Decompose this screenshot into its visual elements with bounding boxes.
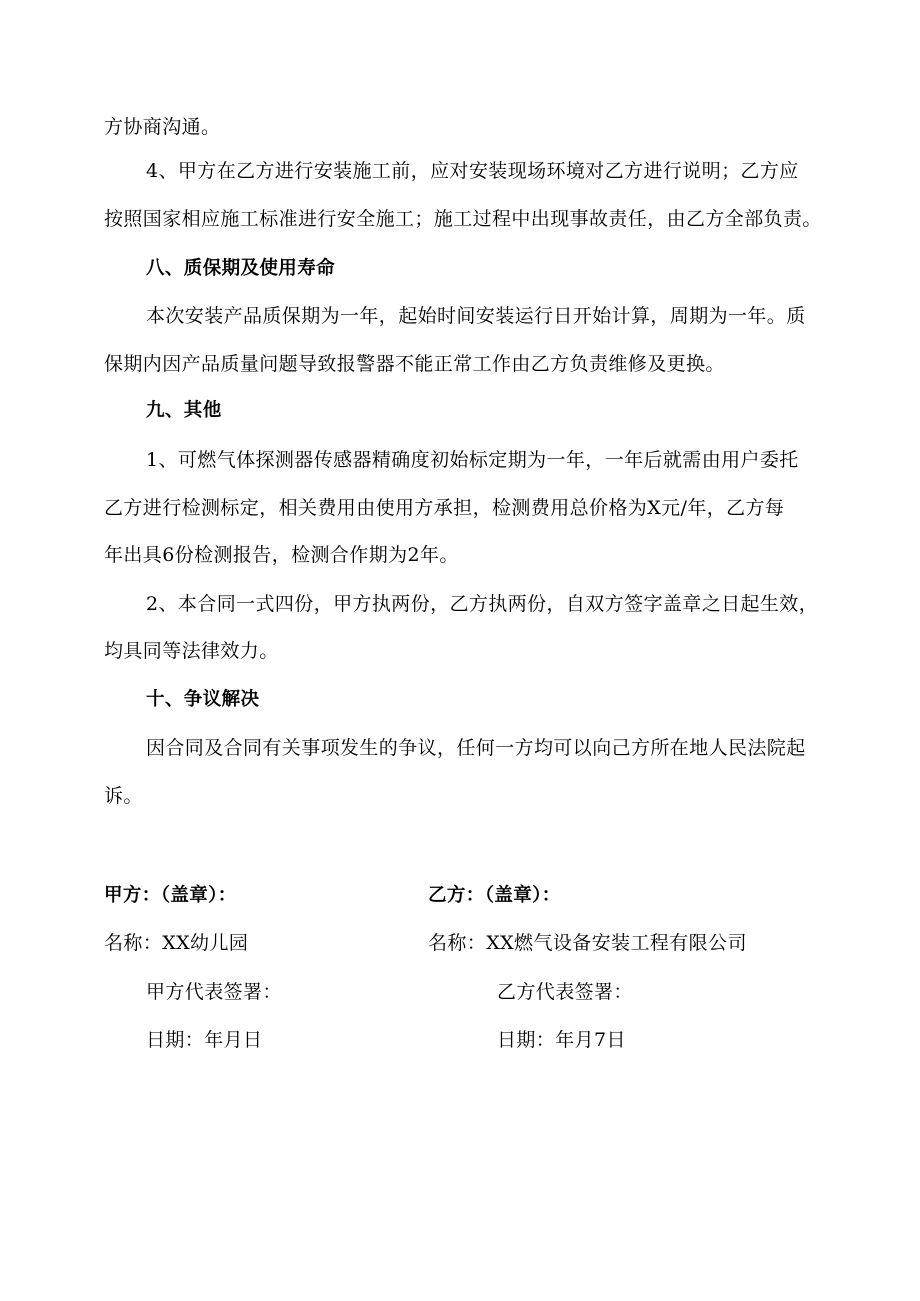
other-clause-2-line: 2、本合同一式四份，甲方执两份，乙方执两份，自双方签字盖章之日起生效， <box>146 593 819 615</box>
dispute-line: 诉。 <box>104 785 143 807</box>
clause-4-line: 4、甲方在乙方进行安装施工前，应对安装现场环境对乙方进行说明；乙方应 <box>146 160 799 182</box>
party-b-date: 日期：年月7日 <box>497 1029 626 1051</box>
party-b-name: 名称：XX燃气设备安装工程有限公司 <box>428 932 747 954</box>
dispute-line: 因合同及合同有关事项发生的争议，任何一方均可以向己方所在地人民法院起 <box>146 737 806 759</box>
party-a-representative: 甲方代表签署： <box>146 981 282 1003</box>
warranty-line: 本次安装产品质保期为一年，起始时间安装运行日开始计算，周期为一年。质 <box>146 305 806 327</box>
party-a-name: 名称：XX幼儿园 <box>104 932 249 954</box>
party-a-seal-heading: 甲方：（盖章）： <box>104 885 237 906</box>
party-b-representative: 乙方代表签署： <box>497 981 633 1003</box>
paragraph-line: 方协商沟通。 <box>104 116 221 138</box>
party-a-date: 日期：年月日 <box>146 1029 263 1051</box>
other-clause-1-line: 1、可燃气体探测器传感器精确度初始标定期为一年，一年后就需由用户委托 <box>146 449 799 471</box>
other-clause-1-line: 年出具6份检测报告，检测合作期为2年。 <box>104 544 459 566</box>
party-b-seal-heading: 乙方：（盖章）： <box>428 885 561 906</box>
warranty-line: 保期内因产品质量问题导致报警器不能正常工作由乙方负责维修及更换。 <box>104 353 725 375</box>
section-heading-warranty: 八、质保期及使用寿命 <box>146 258 336 279</box>
section-heading-other: 九、其他 <box>146 400 222 421</box>
other-clause-2-line: 均具同等法律效力。 <box>104 640 279 662</box>
other-clause-1-line: 乙方进行检测标定，相关费用由使用方承担，检测费用总价格为X元/年，乙方每 <box>104 497 785 519</box>
clause-4-line: 按照国家相应施工标准进行安全施工；施工过程中出现事故责任，由乙方全部负责。 <box>104 208 822 230</box>
section-heading-dispute: 十、争议解决 <box>146 689 260 710</box>
